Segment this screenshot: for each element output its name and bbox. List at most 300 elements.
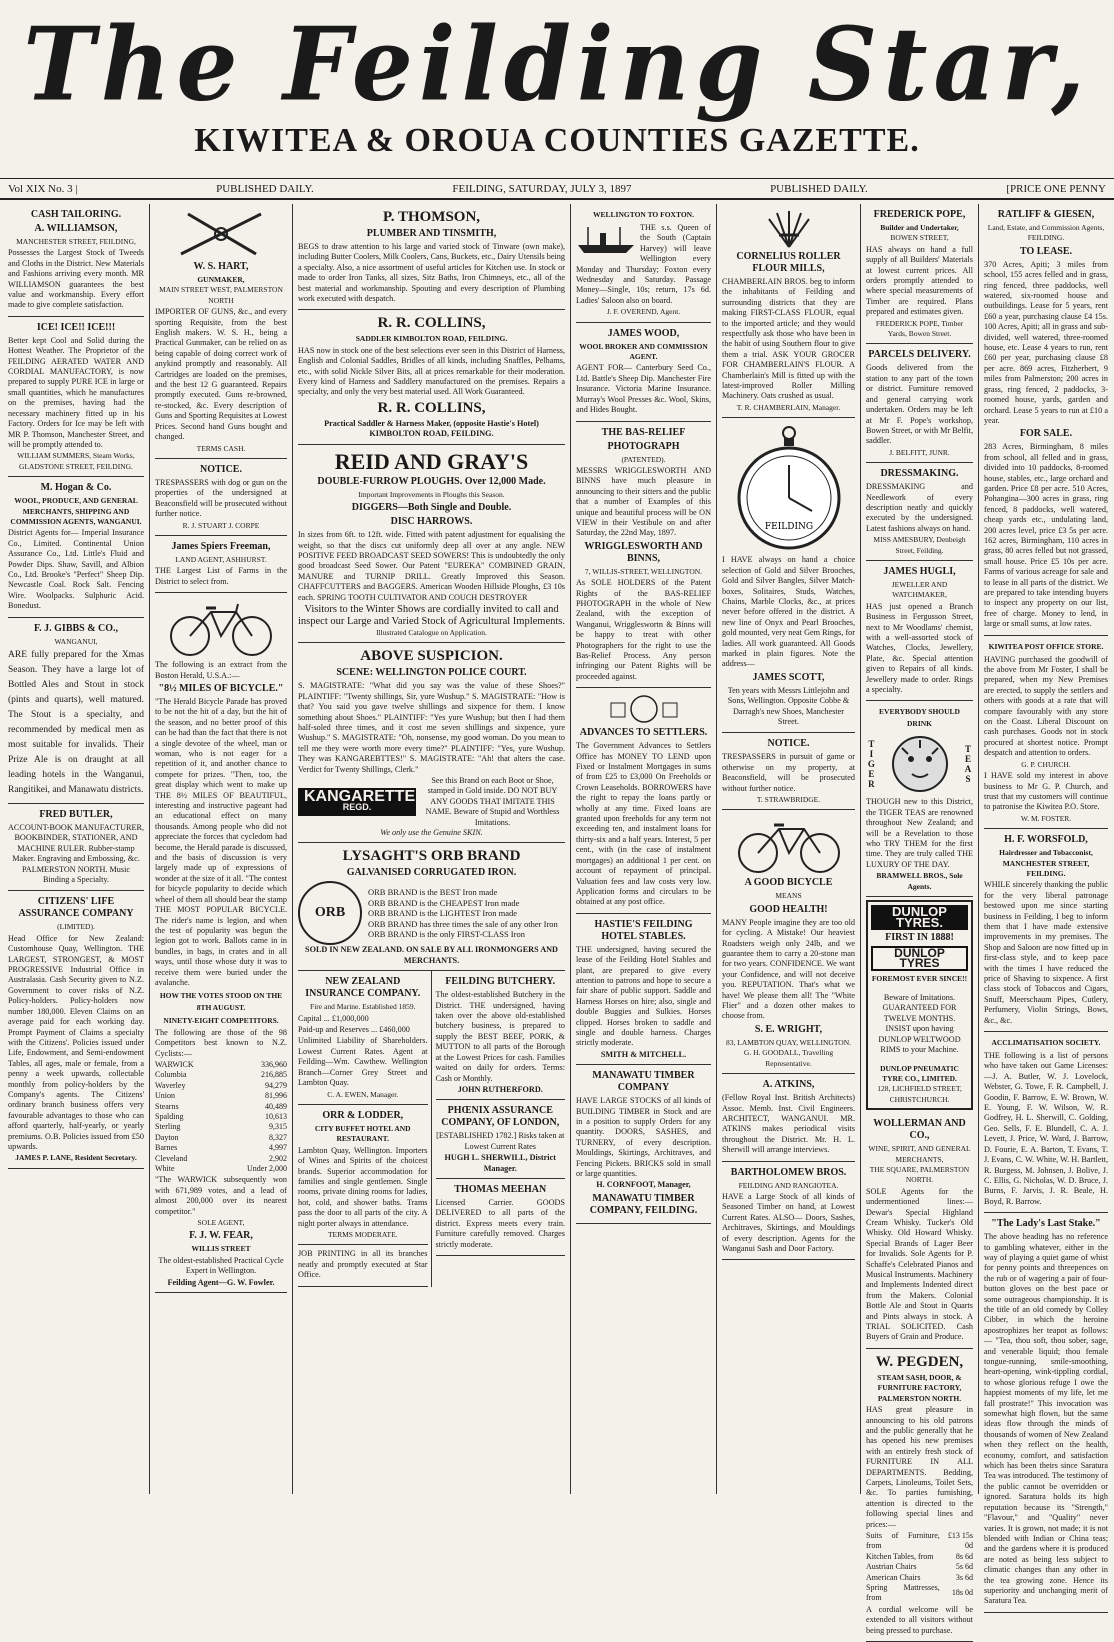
tea-right-word: TEAS [963, 744, 973, 785]
agent-label: SOLE AGENT, [197, 1218, 245, 1228]
ad-heading: BARTHOLOMEW BROS. [730, 1166, 847, 1178]
votes-row [155, 1154, 287, 1164]
tea-left-word: TIGER [866, 739, 877, 790]
votes-bicycle-name: Cleveland [155, 1153, 188, 1163]
ad-subheading-2: Important Improvements in Ploughs this Season. [358, 489, 505, 499]
ratliff-giesen-ad [984, 204, 1108, 636]
ad-signature: MISS AMESBURY, Denbeigh Street, Feilding. [873, 535, 966, 555]
ad-body: S. MAGISTRATE: "What did you say was the value of these Shoes?" PLAINTIFF: "Twenty shillings, Sir, yure Wushup." S. MAGISTRATE: "How is that? You said you gave twelve shillings and sixpence for them. I know something about Shoes." PLAINTIFF: "Yes yure Wushup; but then I had them half-soled three times, and it cost me seven shillings and sixpence, yure Wushup." S. MAGISTRATE: "Oh, nonsense, my good woman. Do you mean to tell me they were worth more every time?" PLAINTIFF: "Yes, yure Wushup. They was KANGAREBTTES!" S. MAGISTRATE: "Ah! that alters the case. Verdict for Twenty Shillings, Clerk." [298, 681, 565, 774]
ad-heading: ACCLIMATISATION SOCIETY. [991, 1038, 1101, 1048]
ice-ad [8, 317, 144, 477]
kangarette-regd: REGD. [342, 802, 372, 813]
foxton-ad [576, 204, 711, 323]
ad-body: In sizes from 6ft. to 12ft. wide. Fitted with patent adjustment for equalising the weight, so that the discs cut uniformly deep all over at any angle. NEW POSITIVE FEED BROADCAST SEED SOWERS! This is undoubtedly the only good broadcast Seed Sower. Our Patent "EUREKA" COMBINED GRAIN, MANURE and TURNIP DRILL. Greatly Improved this Season. CHAFFCUTTERS and BAGGERS. American Wooden Hillside Ploughs, £3 10s each. SPRING TOOTH CULTIVATOR AND COUCH DESTROYER [298, 530, 565, 602]
reid-gray-ad [298, 445, 565, 644]
ad-body: THE following is a list of persons who have taken out Game Licenses:—J. A. Butler, W. J. Lovelock, Webster, G. Towe, F. R. Campbell, J. Goodin, F. Barrow, E. W. Brown, W. E. Young, F. W. Wilson, W. R. Godfrey, H. L. Sherwill, C. Golding, Geo. Sells, F. E. Blundell, C. A. J. Levett, J. Price, W. Ward, J. Barrow, D. Fourie, E. A. Barton, T. Evans, T. J. Evans, C. W. White, W. H. Bartlett, R. Burgess, M. Johnsen, J. Bolive, J. C. Ellis, G. Nicholas, W. D. Bruce, J. Burns, F. Jarvis, J. R. Beale, H. Boyd, R. Barrow. [984, 1051, 1108, 1206]
price-item: American Chairs [866, 1572, 921, 1582]
ad-heading: CORNELIUS ROLLER FLOUR MILLS, [736, 251, 841, 274]
ad-heading: NOTICE. [200, 463, 242, 475]
ad-heading: M. Hogan & Co. [40, 482, 112, 494]
crest-icon [599, 693, 689, 725]
ad-body: ACCOUNT-BOOK MANUFACTURER, BOOKBINDER, STATIONER, AND MACHINE RULER. Rubber-stamp Maker. Engraving and Embossing, &c. PALMERSTON NORTH. Music Binding a Specialty. [8, 823, 145, 885]
column-rule [570, 204, 571, 1494]
ad-footer: A cordial welcome will be extended to all visitors without being pressed to purchase. [866, 1604, 973, 1635]
votes-bicycle-name: Dayton [155, 1132, 179, 1142]
ad-body: HAVE LARGE STOCKS of all kinds of BUILDING TIMBER in Stock and are in a position to supply Orders for any quantity. DOORS, SASHES, and TURNERY, of every description. Mouldings, Skirtings, Architraves, and Fencing Pickets. BRICKS sold in small or large quantities. [576, 1096, 711, 1179]
published-daily-left: PUBLISHED DAILY. [216, 182, 314, 195]
lysaght-claim: ORB BRAND is the only FIRST-CLASS Iron [368, 929, 525, 940]
kangarette-block [298, 776, 565, 828]
votes-row [155, 1091, 287, 1101]
ad-body: THE undersigned, having secured the lease of the Feilding Hotel Stables and plant, are prepared to give every attention to patrons and hope to secure a fair share of public support. Saddle and Harness Horses on hire; also, single and double Buggies and Sulkies. Horses clipped. Horses broken to saddle and single and double harness. Charges strictly moderate. [576, 944, 711, 1048]
ad-heading: James Spiers Freeman, [171, 540, 271, 552]
ad-body: MESSRS WRIGGLESWORTH AND BINNS have much pleasure in announcing to their sitters and the public that a number of Examples of this unique and beautiful process will be ON VIEW in their Vestibule on and after Saturday, the 22nd May, 1897. [576, 465, 711, 538]
ad-body: The oldest-established Butchery in the District. THE undersigned, having taken over the above old-established butchery business, is prepared to supply the BEST BEEF, PORK, & MUTTON to all parts of the Borough at the Lowest Prices for cash. Families waited on daily for orders. Terms: Cash or Monthly. [435, 990, 565, 1083]
ad-body: HAS great pleasure in announcing to his old patrons and the public generally that he has opened his new premises with an entirely fresh stock of FURNITURE IN ALL DEPARTMENTS. Bedding, Carpets, Linoleums, Toilet Sets, &c. To parties furnishing, attention is directed to the following special lines and prices:— [866, 1405, 973, 1529]
ad-name: W. S. HART, [193, 261, 249, 272]
votes-table [155, 1060, 287, 1174]
bas-relief-ad [576, 422, 711, 689]
wood-ad [576, 323, 711, 422]
votes-row [155, 1143, 287, 1153]
bicycle-article [155, 593, 287, 1293]
ad-body: HAS always on hand a full supply of all Builders' Materials at lowest current prices. All orders promptly attended to where special measurements of Timber are required. Plans prepared and estimates given. [866, 244, 973, 317]
column-3 [294, 204, 569, 1494]
sale-body: 283 Acres, Birmingham, 8 miles from school, all felled and in grass, divided into 10 paddocks, 8-roomed house, stables, etc., large orchard and garden. Price £8 per acre. 510 Acres, Pohangina—300 acres in grass, ring fenced, 8 paddocks, well watered, cheap yards etc., undulating land, 200 acres level, price £3 5s per acre. 162 acres, Birmingham, 110 acres in grass, 80 acres felled but not grassed, small house. Price £5 10s per acre. Farms of various acreage for sale and to lease in all parts of the district. We are prepared to take intending buyers to inspect any property on our list, free of charge. Money to lend, in large or small sums, at low rates. [984, 442, 1108, 629]
hugli-ad [866, 561, 973, 701]
ad-subheading: WOOL, PRODUCE, AND GENERAL MERCHANTS, SHIPPING AND COMMISSION AGENTS, WANGANUI. [10, 496, 142, 526]
votes-bicycle-name: Spalding [155, 1112, 184, 1121]
ad-subheading: STEAM SASH, DOOR, & FURNITURE FACTORY, PALMERSTON NORTH. [877, 1372, 962, 1403]
ad-heading: FRED BUTLER, [39, 809, 113, 820]
acclimatisation-notice [984, 1032, 1108, 1213]
ad-subheading: Land, Estate, and Commission Agents, FEILDING. [987, 223, 1105, 243]
ad-body: IMPORTER OF GUNS, &c., and every sporting Requisite, from the best English makers. W. S. H., being a Practical Gunmaker, can be relied on as being capable of doing correct work of anykind promptly and reasonably. All Cartridges are loaded on the premises, and the best 12 G guaranteed. Repairs promptly executed. Guns re-browned, re-stocked, &c. Every description of Guns and Sporting Requisites at Lowest Prices. Second hand Guns bought and changed. [155, 307, 287, 442]
ad-heading: F. J. GIBBS & CO., [33, 622, 119, 634]
ad-heading: FEILDING BUTCHERY. [445, 976, 556, 988]
pope-ad [866, 204, 973, 344]
ad-body: (Fellow Royal Inst. British Architects) Assoc. Memb. Inst. Civil Engineers. ARCHITECT, WANGANUI. MR. ATKINS makes periodical visits throughout the District. Mr. H. L. Sherwill will arrange interviews. [722, 1093, 855, 1155]
ad-body: HAVING purchased the goodwill of the above from Mr Foster, I shall be prepared, when my New Premises are erected, to supply the settlers and others with goods at a rate that will compare favourably with any store on the Coast. Liberal Discount on cash purchases. Goods not in stock procured at shortest notice. Prompt despatch and attention to orders. [984, 654, 1108, 758]
ad-heading: REID AND GRAY'S [334, 448, 529, 474]
ad-signature: JAMES P. LANE, Resident Secretary. [15, 1153, 137, 1163]
ad-subheading: SADDLER KIMBOLTON ROAD, FEILDING. [355, 334, 508, 344]
ad-body: Possesses the Largest Stock of Tweeds and Cloths in the District. New Materials and Fashions arriving every month. MR WILLIAMSON guarantees the best value and workmanship. Every effort made to give complete satisfaction. [8, 248, 144, 310]
ad-heading: ADVANCES TO SETTLERS. [579, 727, 708, 739]
ad-name: A. WILLIAMSON, [34, 223, 118, 234]
ad-subheading: Hairdresser and Tobacconist, MANCHESTER STREET, FEILDING. [999, 848, 1093, 878]
ad-heading: W. PEGDEN, [875, 1353, 964, 1370]
agent-body: The oldest-established Practical Cycle Expert in Wellington. [158, 1255, 284, 1276]
ad-body: HAS now in stock one of the best selections ever seen in this District of Harness, English and Colonial Saddles, Bridles of all kinds, including Snaffles, Pelhams, etc., with solid Nickle Silver Bits, all at prices remarkable for their moderation. Every kind of Harness and Saddlery manufactured on the premises. Repairs a specialty, and only the very best material used. All Work Guaranteed. [298, 345, 565, 397]
ad-capital: Capital ... £1,000,000 [298, 1013, 369, 1023]
strawbridge-notice [722, 733, 855, 810]
thomson-ad [298, 204, 565, 310]
ad-body-2: As SOLE HOLDERS of the Patent Rights of the BAS-RELIEF PHOTOGRAPH in the whole of New Zealand, with the exception of Wanganui, Wriggleswortn & Binns will be happy to treat with other Photographers for the right to use the Bas-Relief Process. Any person infringing our Patent Rights will be proceeded against. [576, 578, 711, 681]
ad-signature: FREDERICK POPE, Timber Yards, Bowen Street. [875, 318, 964, 339]
ad-footer: MANAWATU TIMBER COMPANY, FEILDING. [589, 1192, 698, 1216]
ad-body-2: I HAVE sold my interest in above business to Mr G. P. Church, and trust that my customers will continue to patronise the Kiwitea P.O. Store. [984, 771, 1108, 812]
column-3-right [436, 971, 566, 1286]
ad-heading: MANAWATU TIMBER COMPANY [592, 1070, 695, 1094]
nz-insurance-ad [298, 971, 428, 1105]
agent-feilding: Feilding Agent—G. W. Fowler. [167, 1277, 275, 1287]
ad-subheading: WOOL BROKER AND COMMISSION AGENT. [579, 341, 708, 362]
ad-signature: T. R. CHAMBERLAIN, Manager. [736, 402, 841, 412]
votes-count: Under 2,000 [247, 1164, 287, 1174]
ad-heading: JAMES HUGLI, [883, 565, 956, 577]
newspaper-title: The Feilding Star, [23, 5, 1091, 124]
price-row [866, 1573, 973, 1583]
lysaght-claim: ORB BRAND is the CHEAPEST Iron made [368, 897, 520, 908]
orr-lodder-ad [298, 1105, 428, 1245]
ad-heading: HASTIE'S FEILDING HOTEL STABLES. [594, 918, 693, 942]
ad-means: MEANS [775, 891, 802, 901]
ad-body: TRESPASSERS with dog or gun on the properties of the undersigned at Beaconsfield will be prosecuted without further notice. [155, 477, 287, 519]
ad-address: 7, WILLIS-STREET, WELLINGTON. [584, 566, 703, 576]
votes-row [155, 1081, 287, 1091]
kangarette-logo [298, 788, 416, 817]
ad-subheading: FEILDING AND RANGIOTEA. [738, 1180, 839, 1190]
ad-heading-repeat: R. R. COLLINS, [377, 399, 486, 416]
ad-subheading: PHOTOGRAPH [607, 440, 680, 452]
butchery-ad [436, 971, 566, 1100]
column-2 [151, 204, 291, 1494]
lysaght-lines [368, 887, 558, 939]
worsfold-ad [984, 829, 1108, 1032]
ad-body: Beware of Imitations. GUARANTEED FOR TWELVE MONTHS. INSIST upon having DUNLOP WELTWOOD RIMS to your Machine. [878, 992, 961, 1054]
votes-row [155, 1133, 287, 1143]
ad-heading: ABOVE SUSPICION. [360, 648, 503, 665]
ad-heading: LYSAGHT'S ORB BRAND [342, 848, 521, 865]
saratura-tea-article [984, 1213, 1108, 1613]
price-item: Austrian Chairs [866, 1562, 917, 1572]
atkins-ad [722, 1074, 855, 1161]
votes-subheading: NINETY-EIGHT COMPETITORS. [163, 1016, 279, 1026]
votes-bicycle-name: Waverley [155, 1080, 186, 1090]
phoenix-ad [436, 1100, 566, 1179]
ad-body: Goods delivered from the station to any part of the town or district. Furniture removed and general carrying work undertaken. Orders may be left at Mr F. Pope's workshop, Bowen Street, or with Mr Belfit, saddler. [866, 363, 973, 446]
column-3-split [298, 971, 565, 1286]
ad-diggers: DIGGERS—Both Single and Double. [351, 502, 512, 514]
ad-body: THE Largest List of Farms in the District to select from. [155, 566, 287, 586]
ad-subheading: JEWELLER AND WATCHMAKER, [891, 579, 948, 600]
column-6 [862, 204, 977, 1635]
ad-catalogue: Illustrated Catalogue on Application. [376, 627, 487, 637]
ad-heading: CASH TAILORING. [30, 209, 122, 220]
lysaght-block [298, 881, 565, 945]
ad-signature: H. CORNFOOT, Manager, [596, 1180, 691, 1190]
ad-body: JOB PRINTING in all its branches neatly and promptly executed at Star Office. [298, 1249, 428, 1280]
votes-bicycle-name: WARWICK [155, 1059, 194, 1069]
votes-row [155, 1060, 287, 1070]
ad-signature: J. BELFITT, JUNR. [889, 447, 950, 457]
ad-signature: WILLIAM SUMMERS, Steam Works, GLADSTONE STREET, FEILDING. [17, 451, 135, 471]
scott-jeweller-ad [722, 418, 855, 733]
votes-count: 40,489 [265, 1101, 287, 1111]
ad-heading: H. F. WORSFOLD, [1004, 834, 1088, 846]
ad-heading: THOMAS MEEHAN [454, 1183, 547, 1195]
kangarette-body: See this Brand on each Boot or Shoe, stamped in Gold inside. DO NOT BUY ANY GOODS THAT IMITATE THIS NAME. Beware of Stupid and Worthless Imitations. [425, 776, 560, 827]
ad-paid: Paid-up and Reserves ... £460,000 [298, 1025, 410, 1035]
collins-ad [298, 310, 565, 444]
ad-body: MANY People imagine they are too old for cycling. A Mistake! Our heaviest Roadsters weigh only 24lb, and we guarantee them to carry a 20-stone man for two years. CONFIDENCE. We want your Confidence, and will not deceive you. REPUTATION. That's what we have! We please them all! The "White Flier" and a dozen other makes to choose from. [722, 917, 855, 1021]
votes-bicycle-name: Barnes [155, 1143, 178, 1153]
freeman-ad [155, 536, 287, 593]
ad-body: WHILE sincerely thanking the public for the very liberal patronage bestowed upon me since starting business in Feilding, I beg to inform them that I have made extensive improvements in my premises. The Shop and Saloon are now fitted up in first-class style, and to keep pace with the times I have reduced the price of Shaving to sixpence. A first class stock of Tobaccos and Cigars, Snuff, Meerschaum Pipes, Cutlery, Perfumery, Violin Strings, Bows, &c., &c. [984, 880, 1108, 1025]
ad-terms: TERMS MODERATE. [327, 1229, 398, 1239]
price-value: 18s 0d [951, 1588, 973, 1598]
dunlop-logo-2: DUNLOP TYRES [871, 946, 968, 971]
wright-cycles-ad [722, 810, 855, 1074]
column-rule [149, 204, 150, 1494]
pegden-ad [866, 1349, 973, 1642]
price-value: 5s 6d [955, 1562, 973, 1572]
issue-price: [PRICE ONE PENNY [1006, 182, 1106, 195]
ad-address: Ten years with Messrs Littlejohn and Sons, Wellington. Opposite Cobbe & Darragh's new Shoes, Manchester Street. [727, 685, 850, 726]
tiger-head-icon [890, 734, 950, 794]
wollerman-ad [866, 1113, 973, 1349]
ad-heading: RATLIFF & GIESEN, [997, 209, 1095, 220]
ad-body: DRESSMAKING and Needlework of every description neatly and quickly executed by the undersigned. Latest fashions always on hand. [866, 482, 973, 533]
masthead [0, 0, 1114, 180]
ad-body: District Agents for— Imperial Insurance Co., Limited. Continental Union Assurance Co., Ltd. Little's Fluid and Powder Dips. Shaw, Savill, and Albion Co., Ltd. Brooke's "Perfect" Sheep Dip. Newcastle Coal. Rock Salt. Fencing Wire. Woolpacks. Sulphuric Acid. Bonedust. [8, 528, 144, 611]
ad-signature: BRAMWELL BROS., Sole Agents. [876, 871, 963, 891]
ad-address: 83, LAMBTON QUAY, WELLINGTON. [725, 1037, 851, 1047]
ad-body: AGENT FOR— Canterbury Seed Co., Ltd. Battle's Sheep Dip. Manchester Fire Insurance. Victoria Marine Insurance. Murray's Wool Presses &c. Wool, Skins, and Hides Bought. [576, 363, 711, 415]
ad-heading: WOLLERMAN AND CO., [873, 1118, 966, 1142]
timber-ad [576, 1065, 711, 1224]
ad-heading: THE BAS-RELIEF [601, 426, 686, 438]
ad-body: THE s.s. Queen of the South (Captain Harvey) will leave Wellington every Monday and Thursday; Foxton every Wednesday and Saturday. Passage Money—Single, 10s; return, 17s 6d. Ladies' Saloon also on board. [576, 223, 711, 305]
gibbs-ad [8, 618, 144, 804]
dunlop-first: FIRST IN 1888! [885, 931, 954, 943]
kangarette-wordmark: KANGARETTE [304, 787, 416, 805]
votes-row [155, 1070, 287, 1080]
kangarette-sign: We only use the Genuine SKIN. [380, 828, 483, 838]
votes-bicycle-name: Union [155, 1091, 175, 1101]
orb-logo [298, 881, 362, 945]
column-4 [572, 204, 715, 1494]
price-item: Kitchen Tables, from [866, 1551, 934, 1561]
votes-row [155, 1102, 287, 1112]
ad-body: THOUGH new to this District, the TIGER TEAS are renowned throughout New Zealand; and will be a Revelation to those who TRY THEM for the first time. They are truly called THE LUXURY OF THE DAY. [866, 797, 973, 869]
votes-count: 10,613 [265, 1112, 287, 1121]
ad-signature: SMITH & MITCHELL. [600, 1049, 687, 1059]
ad-heading: NOTICE. [767, 738, 810, 750]
ad-subheading: (LIMITED). [57, 922, 95, 932]
ad-address: BOWEN STREET, [890, 233, 949, 243]
ad-trade: GUNMAKER, [197, 275, 245, 284]
ad-body: ARE fully prepared for the Xmas Season. They have a large lot of Bottled Ales and Stout in stock (pints and quarts), well matured. The Stout is a specialty, and recommended by medical men as most suitable for invalids. Their Prize Ale is on draught at all leading hotels in the Wanganui, Rangitikei, and Manawatu districts. [8, 650, 144, 795]
dressmaking-ad [866, 463, 973, 561]
ad-heading: A GOOD BICYCLE [744, 877, 833, 889]
ad-heading: CITIZENS' LIFE ASSURANCE COMPANY [18, 896, 134, 920]
dateline [0, 178, 1114, 200]
ad-address: MAIN STREET WEST, PALMERSTON NORTH [159, 285, 283, 305]
issue-date: FEILDING, SATURDAY, JULY 3, 1897 [452, 182, 632, 195]
ad-body: I HAVE always on hand a choice selection of Gold and Silver Brooches, Gold and Silver Bangles, Silver Match-boxes, Solitaires, Studs, Watches, Chains, Marble Clocks, &c., at prices never before offered in the district. A new line of Onyx and Pearl Brooches, gold mounted, very neat Gem Rings, for ladies. All work guaranteed. All Goods marked in plain figures. Note the address— [722, 555, 855, 669]
article-heading: "The Lady's Last Stake." [991, 1218, 1101, 1230]
parcels-ad [866, 344, 973, 463]
ad-firm: S. E. WRIGHT, [754, 1023, 823, 1035]
ad-agent: G. H. GOODALL, Travelling Representative. [743, 1048, 834, 1068]
ad-body: BEGS to draw attention to his large and varied stock of Tinware (own make), including Butter Coolers, Milk Coolers, Cans, Buckets, etc., Dairy Utensils being a specialty. Also, a nice assortment of useful articles for Kitchen use. In stock or made to order Iron Tanks, all sizes, Sitz Baths, Iron Chimneys, etc., all of the best material and workmanship. Spouting and every description of Plumbing work executed with despatch. [298, 242, 565, 304]
newspaper-subtitle: KIWITEA & OROUA COUNTIES GAZETTE. [194, 122, 920, 159]
ad-town: WANGANUI, [54, 636, 98, 646]
ad-heading: R. R. COLLINS, [377, 315, 486, 332]
price-row [866, 1562, 973, 1572]
ad-heading: JAMES SCOTT, [752, 671, 825, 683]
ad-address: THE SQUARE, PALMERSTON NORTH. [869, 1164, 970, 1185]
citizens-ad [8, 891, 144, 1168]
votes-intro: The following are those of the 98 Competitors best known to N.Z. Cyclists:— [155, 1027, 287, 1058]
lease-heading: TO LEASE. [1019, 245, 1073, 257]
votes-row [155, 1164, 287, 1174]
ad-patent: (PATENTED). [621, 454, 666, 464]
votes-count: 8,327 [269, 1132, 287, 1142]
lysaght-claim: ORB BRAND is the BEST Iron made [368, 887, 498, 898]
ad-body: Head Office for New Zealand: Customhouse Quay, Wellington. THE LARGEST, STRONGEST, & MOST PROGRESSIVE Industrial Office in Australasia. Cash Security given to N.Z. Government to cover risks of N.Z. Policy-holders. Policy-holders now number 180,000. Eleven Claims on an average paid for each working day. Prompt Payment of Claims a specialty with the Citizens'. Policies issued under Life, Endowment, and Semi-endowment Tables, all ages, male or female, from a penny a week upwards, collectable monthly from policy-holders by the Company's agents. The Citizens' ordinary branch business offers very favourable advantages to those who can afford quarterly, half-yearly, or yearly premiums. O.B. Policies issued from £50 upwards. [8, 933, 144, 1151]
ad-footer: SOLD IN NEW ZEALAND. ON SALE BY ALL IRONMONGERS AND MERCHANTS. [305, 945, 558, 965]
ad-subheading: PLUMBER AND TINSMITH, [366, 228, 497, 239]
ad-body: SOLE Agents for the undermentioned lines:— Dewar's Special Highland Cream Whisky. Tucker's Old Whisky. Old Howard Whisky. Special Brands of Lager Beer for Invalids. Sole Agents for P. Schaffe's Celebrated Pianos and Musical Instruments. Machinery and Implements Indented direct from the Makers. Colonial Bottle Ale and Stout in Quarts and Pints always in stock. A TRIAL SOLICITED. Cash Buyers of Grain and Produce. [866, 1186, 973, 1342]
trespass-notice [155, 459, 287, 536]
ad-signature: G. P. CHURCH. [1021, 759, 1071, 769]
votes-count: 216,885 [261, 1070, 287, 1080]
ad-heading: WELLINGTON TO FOXTON. [593, 210, 694, 219]
agent-name: F. J. W. FEAR, [189, 1230, 253, 1242]
sale-heading: FOR SALE. [1019, 428, 1073, 440]
dunlop-ad [866, 900, 973, 1110]
votes-count: 81,996 [265, 1091, 287, 1101]
ad-subheading: CITY BUFFET HOTEL AND RESTAURANT. [314, 1123, 411, 1144]
ad-scene: SCENE: WELLINGTON POLICE COURT. [336, 667, 527, 679]
lysaght-ad [298, 843, 565, 971]
price-item: Spring Mattresses, from [866, 1583, 940, 1603]
ad-body: [ESTABLISHED 1782.] Risks taken at Lowest Current Rates [436, 1131, 565, 1151]
tiger-tea-ad [866, 701, 973, 897]
meehan-ad [436, 1179, 566, 1256]
ad-heading: PARCELS DELIVERY. [868, 349, 971, 361]
ad-signature: T. STRAWBRIDGE. [756, 795, 821, 804]
ad-firm: WRIGGLESWORTH AND BINNS, [584, 540, 703, 564]
votes-bicycle-name: Stearns [155, 1101, 179, 1111]
ad-heading: EVERYBODY SHOULD DRINK [879, 707, 960, 729]
ad-body: Unlimited Liability of Shareholders. Lowest Current Rates. Agent at Feilding—Wm. Cawthew. Wellington Branch—Corner Grey Street and Lambton Quay. [298, 1036, 428, 1088]
price-row [866, 1583, 973, 1604]
price-value: 8s 6d [955, 1551, 973, 1561]
ad-body: HAVE a Large Stock of all kinds of Seasoned Timber on hand, at Lowest Current Rates. ALSO— Doors, Sashes, Architraves, Skirtings, and Mouldings of every description. Agents for the Wanganui Sash and Door Factory. [722, 1191, 855, 1253]
votes-heading: HOW THE VOTES STOOD ON THE 8TH AUGUST. [159, 991, 283, 1013]
votes-count: 336,960 [261, 1059, 287, 1069]
ad-heading: ORR & LODDER, [322, 1109, 404, 1121]
ad-subheading: Fire and Marine. Established 1859. [310, 1002, 416, 1012]
ad-body: Better kept Cool and Solid during the Hottest Weather. The Proprietor of the FEILDING AERATED WATER AND CORDIAL MANUFACTORY, is now prepared to supply PURE ICE in large or small quantities, which he manufactures on the premises, having had the necessary machinery fitted up in his Factory. Orders for Ice may be left with MR P. Thomson, Manchester Street, and will be promptly attended to. [8, 335, 144, 449]
ad-body: The Government Advances to Settlers Office has MONEY TO LEND upon Fixed or Instalment Mortgages in sums of from £25 to £3,000 On Freeholds or Crown Leaseholds. BORROWERS have the right to repay the loans partly or wholly at any time. Fixed loans are granted upon freeholds for any term not exceeding ten, and instalment loans for thirty-six and a half years. Interest, 5 per cent., with (in the case of instalment mortgages) an additional 1 per cent. on account of repayment of principal. Valuation fees and law costs very low. Application forms and circulars to be obtained at any post office. [576, 741, 711, 907]
ad-signature: J. F. OVEREND, Agent. [606, 307, 681, 317]
ad-signature: JOHN RUTHERFORD. [457, 1084, 543, 1094]
column-3-left [298, 971, 432, 1286]
dunlop-logo: DUNLOP TYRES. [871, 905, 968, 930]
price-value: £13 15s 0d [947, 1530, 973, 1551]
ad-heading: DRESSMAKING. [880, 468, 959, 480]
price-item: Suits of Furniture, from [866, 1530, 940, 1551]
price-row [866, 1531, 973, 1552]
votes-row [155, 1122, 287, 1132]
ad-body: CHAMBERLAIN BROS. beg to inform the inhabitants of Feilding and surrounding districts that they are making FIRST-CLASS FLOUR, equal to the imported article; and they would respectfully ask those who have been in the habit of using Southern flour to give them a trial. ASK YOUR GROCER FOR CHAMBERLAIN'S FLOUR. A Chamberlain's Mill is fitted up with the latest-improved Roller Milling Machinery. Oats crushed as usual. [722, 277, 855, 401]
votes-count: 2,902 [269, 1153, 287, 1163]
ad-subheading: GOOD HEALTH! [749, 903, 828, 915]
dunlop-since: FOREMOST EVER SINCE!! [871, 973, 968, 983]
ad-heading: A. ATKINS, [762, 1079, 815, 1091]
votes-bicycle-name: White [155, 1164, 175, 1174]
pocket-watch-icon [734, 423, 844, 553]
votes-count: 94,279 [265, 1080, 287, 1090]
flour-mills-ad [722, 204, 855, 418]
dunlop-address: 128, LICHFIELD STREET, CHRISTCHURCH. [877, 1084, 962, 1104]
article-heading: "8½ MILES OF BICYCLE." [158, 682, 284, 694]
ad-subheading: WINE, SPIRIT, AND GENERAL MERCHANTS, [868, 1144, 971, 1164]
column-rule [978, 204, 979, 1494]
votes-count: 9,315 [269, 1122, 287, 1132]
ad-terms: TERMS CASH. [196, 443, 246, 453]
agent-address: WILLIS STREET [191, 1244, 251, 1254]
votes-row [155, 1112, 287, 1122]
volume-number: Vol XIX No. 3 | [8, 182, 78, 195]
dunlop-company: DUNLOP PNEUMATIC TYRE CO., LIMITED. [880, 1063, 959, 1083]
ad-signature: HUGH L. SHERWILL, District Manager. [444, 1153, 556, 1173]
ad-subheading: GALVANISED CORRUGATED IRON. [346, 867, 517, 879]
lysaght-claim: ORB BRAND is the LIGHTEST Iron made [368, 908, 518, 919]
bicycle-icon [734, 815, 844, 875]
ad-subheading: DOUBLE-FURROW PLOUGHS. Over 12,000 Made. [317, 475, 546, 487]
printing-ad [298, 1245, 428, 1286]
column-rule [292, 204, 293, 1494]
votes-note: "The WARWICK subsequently won with 671,989 votes, and a lead of almost 200,000 over its nearest competitor." [155, 1175, 287, 1216]
ad-heading: KIWITEA POST OFFICE STORE. [988, 641, 1104, 651]
steamship-icon [576, 225, 636, 255]
ad-heading: JAMES WOOD, [607, 327, 680, 339]
column-5 [718, 204, 859, 1494]
ad-heading: PHŒNIX ASSURANCE COMPANY, OF LONDON, [441, 1105, 560, 1129]
ad-signature-2: W. M. FOSTER. [1020, 813, 1072, 823]
kangarette-ad [298, 643, 565, 843]
rifle-icon [176, 209, 266, 259]
ad-signature: C. A. EWEN, Manager. [327, 1089, 399, 1099]
williamson-ad [8, 204, 144, 317]
votes-bicycle-name: Sterling [155, 1122, 181, 1132]
orb-logo-text: ORB [314, 905, 346, 921]
ad-subheading: LAND AGENT, ASHHURST. [175, 554, 267, 564]
watch-brand: FEILDING [764, 522, 813, 533]
column-rule [716, 204, 717, 1494]
article-intro: The following is an extract from the Boston Herald, U.S.A.:— [155, 660, 287, 680]
tiger-tea-block [866, 732, 973, 796]
ad-body: HAS just opened a Branch Business in Fergusson Street, next to Mr Woodlams' chemist, with a well-assorted stock of Watches, Clocks, Jewellery, Plate, &c. Special attention given to Repairs of all kinds. Jewellery made to order. Rings a specialty. [866, 601, 973, 695]
stables-ad [576, 914, 711, 1065]
ad-disc: DISC HARROWS. [390, 516, 473, 528]
pegden-price-list [866, 1531, 973, 1604]
price-value: 3s 6d [955, 1572, 973, 1582]
ad-heading: ICE! ICE!! ICE!!! [36, 321, 116, 333]
butler-ad [8, 804, 144, 891]
lease-body: 370 Acres, Apiti; 3 miles from school, 155 acres felled and in grass, ring fenced, three paddocks, well watered, six-roomed house and outbuildings. Lease for 5 years, rent £60 a year, purchasing clause £4 15s. 100 Acres, Apiti; all in grass and sub-divided, well watered, three-roomed house, etc. Lease 4 years to run, rent £60 per year, purchasing clause £8 per acre. 869 acres, Fitzherbert, 9 miles from Palmerston; 200 acres in grass, ring fenced, 2 paddocks, 3-roomed house, yards, garden and orchard. Lease 5 years to run at £10 a year. [984, 259, 1108, 425]
votes-count: 4,997 [269, 1143, 287, 1153]
ad-signature: R. J. STUART J. CORPE [182, 520, 260, 530]
ad-heading: P. THOMSON, [382, 209, 481, 225]
article-body: "The Herald Bicycle Parade has proved to be not the hit of a day, but the hit of the season, and no better proof of this can be had than the fact that there is not a single devotee of the wheel, man or woman, who is not eager for a repetition of it, and another chance to compete for prizes. "Then, too, the great display which went to make up THE 8½ MILES OF BEAUTIFUL, interesting and instructive pageant had an educational effect on many thousands. Among people who did not appreciate the forces that cycledom had become, the Herald parade is discussed, and the basis of discussion is very largely made up of expressions of wonder at the size of it all. "The contest for bicycle popularity to decide which wheel of them all should bear the stamp THE MOST POPULAR BICYCLE. The rider's name is legion, and when the test of popularity was begun the legion got to work. Ballots came in in bundles, in bags, in crates and in all ways, until those whose duty it was to receive them were buried under the avalanche. [155, 696, 287, 987]
